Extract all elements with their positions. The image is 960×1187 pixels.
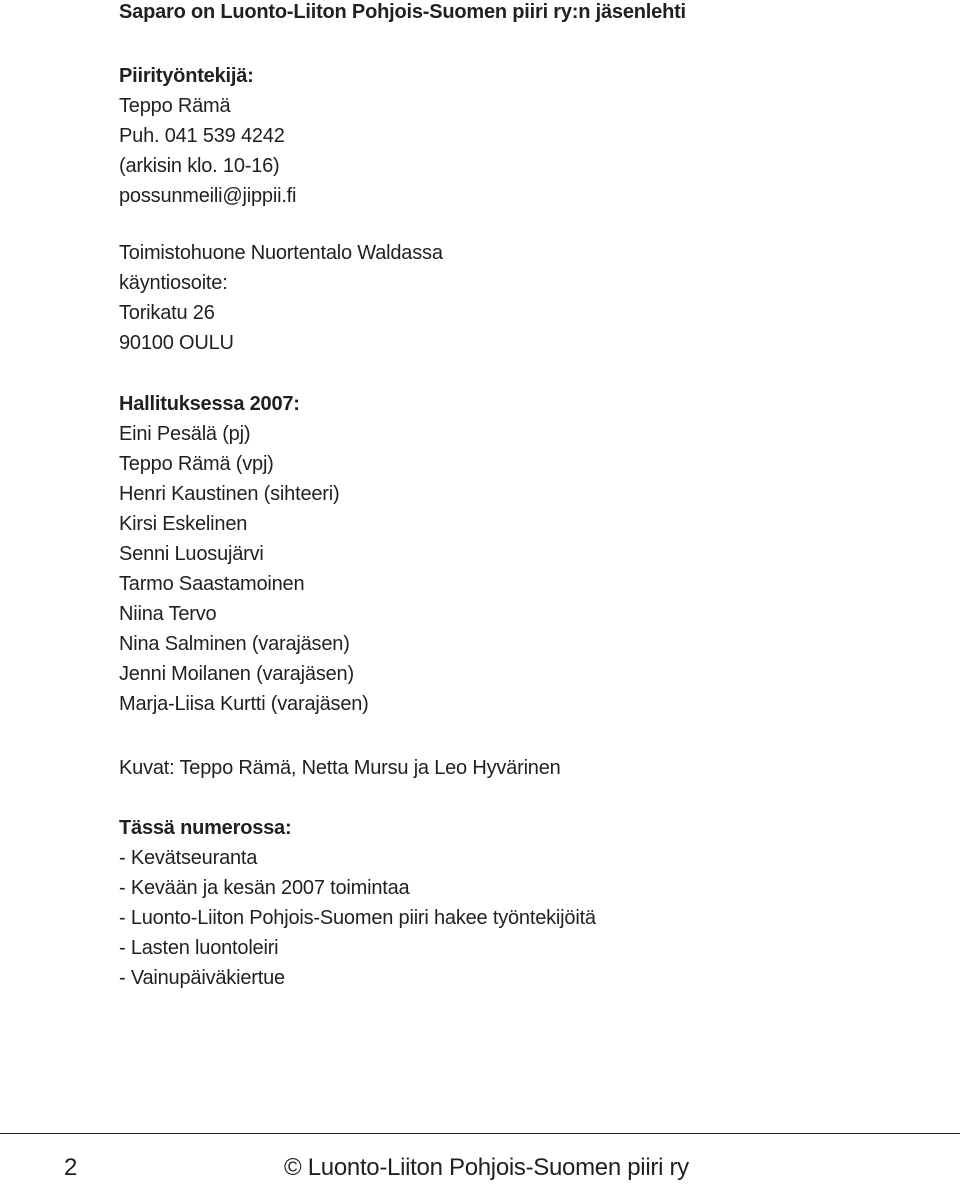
issue-heading: Tässä numerossa: [119,817,292,839]
contact-block [119,61,296,211]
office-city: 90100 OULU [119,332,234,354]
office-line-2: käyntiosoite: [119,272,228,294]
photo-credit: Kuvat: Teppo Rämä, Netta Mursu ja Leo Hyvärinen [119,757,561,779]
office-street: Torikatu 26 [119,302,215,324]
board-member: Niina Tervo [119,603,217,625]
office-line-1: Toimistohuone Nuortentalo Waldassa [119,242,443,264]
contact-name: Teppo Rämä [119,95,231,117]
board-member: Nina Salminen (varajäsen) [119,633,350,655]
publication-header: Saparo on Luonto-Liiton Pohjois-Suomen piiri ry:n jäsenlehti [119,1,686,23]
issue-item: - Luonto-Liiton Pohjois-Suomen piiri hakee työntekijöitä [119,907,596,929]
board-block [119,389,369,719]
office-block [119,238,443,358]
photo-credit-block [119,753,561,783]
footer-divider [0,1133,960,1134]
board-member: Jenni Moilanen (varajäsen) [119,663,354,685]
board-member: Henri Kaustinen (sihteeri) [119,483,340,505]
board-heading: Hallituksessa 2007: [119,393,300,415]
issue-item: - Kevätseuranta [119,847,258,869]
board-member: Tarmo Saastamoinen [119,573,305,595]
board-member: Teppo Rämä (vpj) [119,453,274,475]
contact-hours: (arkisin klo. 10-16) [119,155,280,177]
board-member: Senni Luosujärvi [119,543,264,565]
contact-heading: Piirityöntekijä: [119,65,254,87]
contact-phone: Puh. 041 539 4242 [119,125,285,147]
board-member: Marja-Liisa Kurtti (varajäsen) [119,693,369,715]
issue-item: - Lasten luontoleiri [119,937,279,959]
board-member: Kirsi Eskelinen [119,513,248,535]
page-number: 2 [64,1154,78,1181]
contact-email: possunmeili@jippii.fi [119,185,297,207]
footer-copyright: © Luonto-Liiton Pohjois-Suomen piiri ry [284,1154,689,1181]
issue-item: - Vainupäiväkiertue [119,967,285,989]
issue-item: - Kevään ja kesän 2007 toimintaa [119,877,410,899]
board-member: Eini Pesälä (pj) [119,423,251,445]
issue-contents-block [119,813,596,993]
